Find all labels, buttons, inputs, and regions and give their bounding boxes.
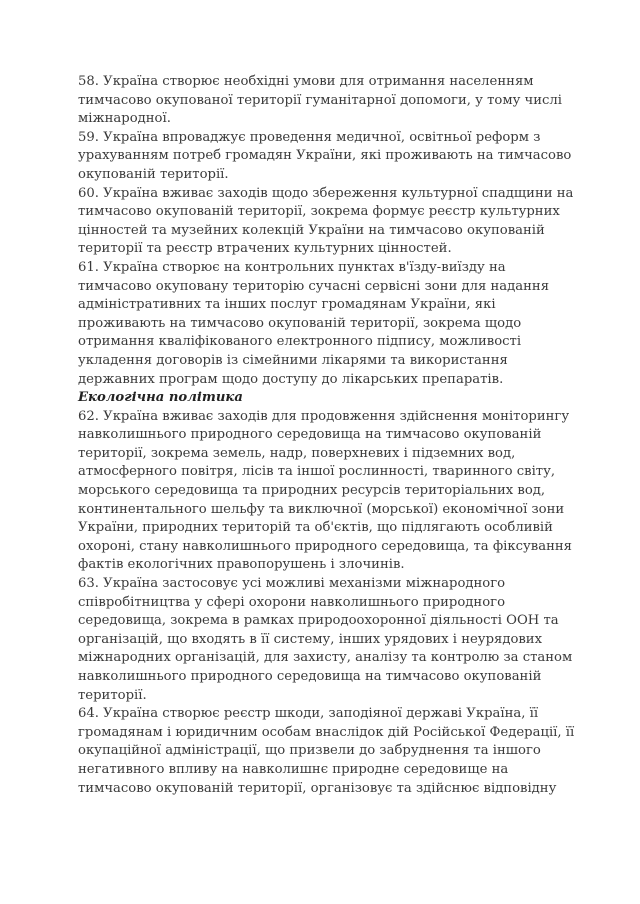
- paragraph-63: 63. Україна застосовує усі можливі механізми міжнародного співробітництва у сфері охорони навколишнього природного середовища, зокрема в рамках природоохоронної діяльності ООН та організацій, що входять в її систему, інших урядових і неурядових міжнародних організацій, для захисту, аналізу та контролю за станом навколишнього природного середовища на тимчасово окупованій території.: [78, 576, 573, 703]
- section-heading-ecological-policy: Екологічна політика: [78, 390, 243, 406]
- document-page: [78, 73, 578, 798]
- paragraph-58: 58. Україна створює необхідні умови для отримання населенням тимчасово окупованої території гуманітарної допомоги, у тому числі міжнародної.: [78, 74, 563, 127]
- paragraph-62: 62. Україна вживає заходів для продовження здійснення моніторингу навколишнього природного середовища на тимчасово окупованій території, зокрема земель, надр, поверхневих і підземних вод, атмосферного повітря, лісів та іншої рослинності, тваринного світу, морського середовища та природних ресурсів територіальних вод, континентального шельфу та виключної (морської) економічної зони України, природних територій та об'єктів, що підлягають особливій охороні, стану навколишнього природного середовища, та фіксування фактів екологічних правопорушень і злочинів.: [78, 408, 572, 573]
- paragraph-59: 59. Україна впроваджує проведення медичної, освітньої реформ з урахуванням потреб громадян України, які проживають на тимчасово окупованій території.: [78, 129, 572, 182]
- paragraph-64: 64. Україна створює реєстр шкоди, заподіяної державі Україна, її громадянам і юридичним особам внаслідок дій Російської Федерації, її окупаційної адміністрації, що призвели до забруднення та іншого негативного впливу на навколишнє природне середовище на тимчасово окупованій території, організовує та здійснює відповідну: [78, 706, 575, 796]
- paragraph-61: 61. Україна створює на контрольних пунктах в'їзду-виїзду на тимчасово окуповану територію сучасні сервісні зони для надання адміністративних та інших послуг громадянам України, які проживають на тимчасово окупованій території, зокрема щодо отримання кваліфікованого електронного підпису, можливості укладення договорів із сімейними лікарями та використання державних програм щодо доступу до лікарських препаратів.: [78, 259, 550, 387]
- paragraph-60: 60. Україна вживає заходів щодо збереження культурної спадщини на тимчасово окупованій території, зокрема формує реєстр культурних цінностей та музейних колекцій України на тимчасово окупованій території та реєстр втрачених культурних цінностей.: [78, 185, 574, 257]
